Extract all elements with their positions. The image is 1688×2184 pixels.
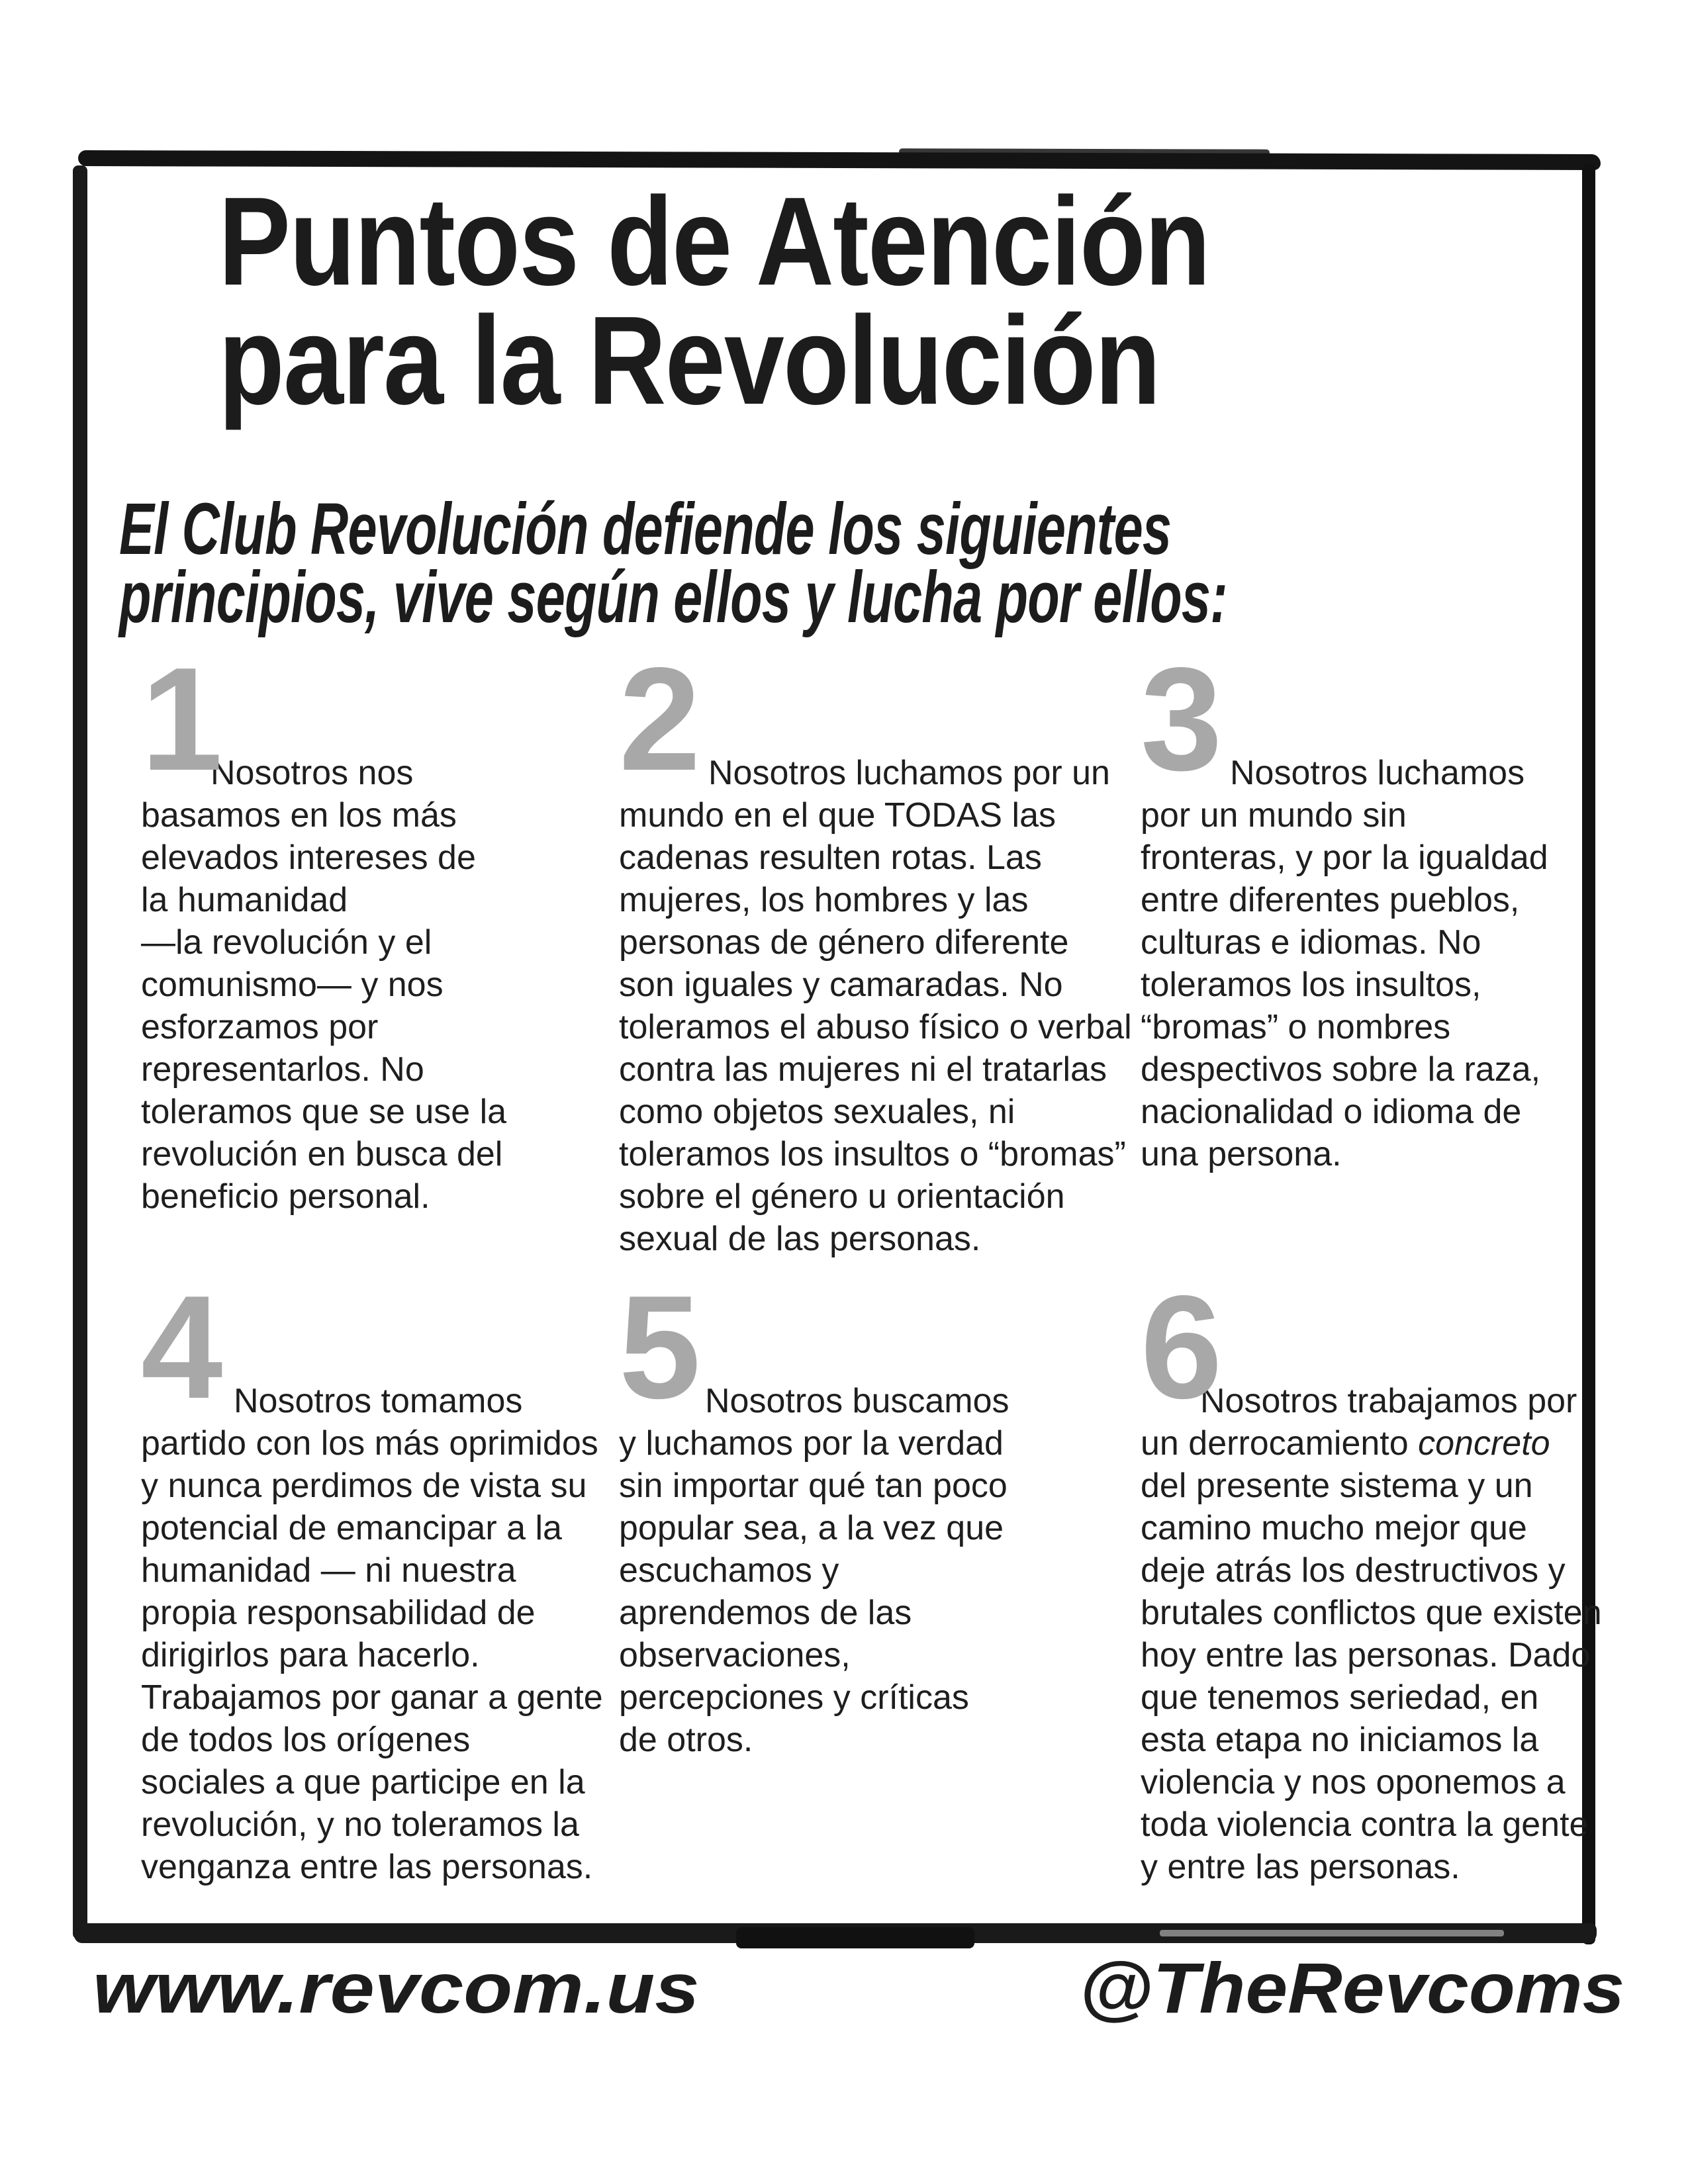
point-text-line: revolución, y no toleramos la	[141, 1805, 579, 1844]
point-text-line: humanidad — ni nuestra	[141, 1551, 516, 1590]
point-number: 6	[1141, 1265, 1219, 1430]
point-text-line: brutales conflictos que existen	[1141, 1594, 1602, 1632]
point-text-line: hoy entre las personas. Dado	[1141, 1636, 1591, 1674]
point-text-line: sexual de las personas.	[619, 1220, 981, 1258]
point-text-line: mundo en el que TODAS las	[619, 796, 1056, 835]
website-link[interactable]: www.revcom.us	[93, 1948, 700, 2028]
point-text-line: sin importar qué tan poco	[619, 1467, 1008, 1505]
point-text-line: son iguales y camaradas. No	[619, 966, 1063, 1004]
point-text-line: Nosotros buscamos	[705, 1382, 1009, 1420]
point-text-line: toda violencia contra la gente	[1141, 1805, 1589, 1844]
point-text-line: como objetos sexuales, ni	[619, 1093, 1015, 1131]
point-text-line: Trabajamos por ganar a gente	[141, 1678, 603, 1717]
point-text-line: elevados intereses de	[141, 839, 476, 877]
point-text-line: potencial de emancipar a la	[141, 1509, 562, 1547]
point-text-line: toleramos los insultos o “bromas”	[619, 1135, 1126, 1173]
point-text-line: de otros.	[619, 1721, 753, 1759]
point-number: 5	[619, 1265, 697, 1430]
point-text-line: de todos los orígenes	[141, 1721, 471, 1759]
point-text-line: representarlos. No	[141, 1050, 424, 1089]
point-text-line: comunismo— y nos	[141, 966, 444, 1004]
point-text-line: deje atrás los destructivos y	[1141, 1551, 1566, 1590]
point-text-line: esta etapa no iniciamos la	[1141, 1721, 1539, 1759]
point-3	[1141, 637, 1604, 1175]
point-text-line: por un mundo sin	[1141, 796, 1407, 835]
point-number: 2	[619, 637, 697, 801]
point-text-line: entre diferentes pueblos,	[1141, 881, 1520, 919]
point-text-line: esforzamos por	[141, 1008, 379, 1046]
brush-border-left	[73, 165, 87, 1939]
point-text-line: Nosotros luchamos por un	[708, 754, 1110, 792]
point-text-line: aprendemos de las	[619, 1594, 912, 1632]
point-2	[619, 637, 1132, 1260]
point-text-line: y nunca perdimos de vista su	[141, 1467, 587, 1505]
brush-border-top	[78, 150, 1601, 170]
social-handle-link[interactable]: @TheRevcoms	[1079, 1948, 1625, 2028]
point-text-line: la humanidad	[141, 881, 348, 919]
point-text-line: violencia y nos oponemos a	[1141, 1763, 1566, 1801]
point-text-line: Nosotros nos	[211, 754, 414, 792]
point-text-line: revolución en busca del	[141, 1135, 503, 1173]
point-text-line: toleramos que se use la	[141, 1093, 507, 1131]
title-line-2: para la Revolución	[218, 291, 1160, 431]
point-text-line: Nosotros tomamos	[234, 1382, 523, 1420]
point-text-line: mujeres, los hombres y las	[619, 881, 1029, 919]
point-text-line: y entre las personas.	[1141, 1848, 1460, 1886]
title-line-1: Puntos de Atención	[218, 171, 1210, 312]
point-text-line: y luchamos por la verdad	[619, 1424, 1004, 1463]
point-text-line: sobre el género u orientación	[619, 1177, 1065, 1216]
point-text-line: contra las mujeres ni el tratarlas	[619, 1050, 1107, 1089]
point-text-line: propia responsabilidad de	[141, 1594, 536, 1632]
point-text-line: personas de género diferente	[619, 923, 1069, 962]
point-text-line: culturas e idiomas. No	[1141, 923, 1481, 962]
point-text-line: camino mucho mejor que	[1141, 1509, 1527, 1547]
point-text-line: —la revolución y el	[141, 923, 432, 962]
point-text-line: escuchamos y	[619, 1551, 839, 1590]
point-text-line: toleramos el abuso físico o verbal	[619, 1008, 1132, 1046]
subtitle-line-2: principios, vive según ellos y lucha por ellos:	[119, 557, 1227, 638]
point-text-line: observaciones,	[619, 1636, 851, 1674]
point-text-line: cadenas resulten rotas. Las	[619, 839, 1042, 877]
point-text-line: una persona.	[1141, 1135, 1342, 1173]
point-text-line: venganza entre las personas.	[141, 1848, 593, 1886]
point-text-line: fronteras, y por la igualdad	[1141, 839, 1548, 877]
point-text-line: toleramos los insultos,	[1141, 966, 1481, 1004]
point-text-line: Nosotros luchamos	[1230, 754, 1525, 792]
point-text-segment: un derrocamiento	[1141, 1424, 1419, 1463]
point-number: 1	[141, 637, 219, 801]
point-text-line: dirigirlos para hacerlo.	[141, 1636, 480, 1674]
point-text-line: “bromas” o nombres	[1141, 1008, 1451, 1046]
point-5	[619, 1265, 1082, 1761]
point-1	[141, 637, 604, 1218]
point-number: 3	[1141, 637, 1219, 801]
subtitle-line-1: El Club Revolución defiende los siguientes	[119, 488, 1172, 570]
point-text-line: percepciones y críticas	[619, 1678, 969, 1717]
point-text-line: que tenemos seriedad, en	[1141, 1678, 1539, 1717]
point-text-line: del presente sistema y un	[1141, 1467, 1533, 1505]
point-text-line: sociales a que participe en la	[141, 1763, 585, 1801]
point-text-line: partido con los más oprimidos	[141, 1424, 598, 1463]
point-text-line: beneficio personal.	[141, 1177, 430, 1216]
point-4	[141, 1265, 604, 1888]
brush-border-bottom	[74, 1923, 1597, 1943]
point-text-line: despectivos sobre la raza,	[1141, 1050, 1541, 1089]
point-text-line: nacionalidad o idioma de	[1141, 1093, 1522, 1131]
point-text-line: Nosotros trabajamos por	[1200, 1382, 1577, 1420]
point-number: 4	[141, 1265, 219, 1430]
emphasis-word: concreto	[1418, 1424, 1550, 1463]
point-6	[1141, 1265, 1604, 1888]
point-text-line: basamos en los más	[141, 796, 457, 835]
point-text-line: popular sea, a la vez que	[619, 1509, 1004, 1547]
